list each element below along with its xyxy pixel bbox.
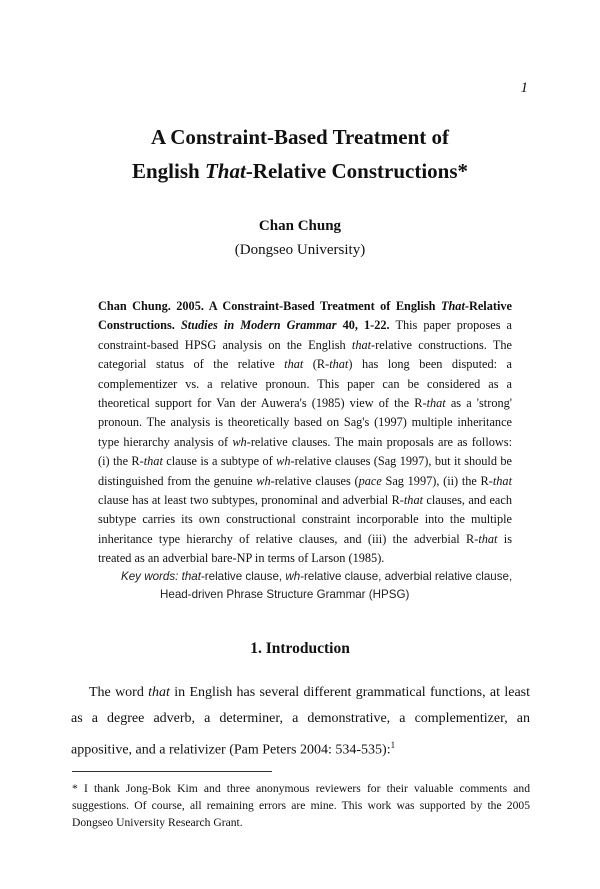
abstract-text: clause is a subtype of <box>162 454 277 469</box>
abstract-text: (R- <box>303 357 330 372</box>
author-name: Chan Chung <box>258 218 342 234</box>
abstract-text: This paper proposes a constraint-based HPSG analysis on the English <box>98 318 513 352</box>
title-italic: That <box>204 159 246 183</box>
abstract-text: is treated as an adverbial bare-NP in terms of Larson (1985). <box>98 531 513 566</box>
journal-volume: 40, 1-22. <box>336 318 390 333</box>
keywords-label: Key words: <box>121 570 179 583</box>
title-text: -Relative Constructions* <box>245 159 469 183</box>
abstract-italic: that <box>351 337 372 352</box>
footnote: * I thank Jong-Bok Kim and three anonymous reviewers for their valuable comments and suggestions. Of course, all remaining errors are mine. This work was supported by the 2005 Dongseo University Research Grant. <box>72 782 530 829</box>
intro-italic: that <box>148 685 170 700</box>
citation-text: -Relative Constructions. <box>98 299 512 333</box>
abstract-text: clauses, and each subtype carries its own constructional constraint incorporable into the multiple inheritance type hierarchy of relative clauses, and (iii) the adverbial R- <box>98 493 512 546</box>
citation-text: Chan Chung. 2005. A Constraint-Based Treatment of English <box>98 299 441 313</box>
intro-text: in English has several different grammatical functions, at least as a degree adverb, a determiner, a demonstrative, a complementizer, an appositive, and a relativizer (Pam Peters 2004: 534-535): <box>71 685 530 758</box>
abstract-italic: that <box>478 531 498 546</box>
keywords <box>121 568 521 604</box>
journal-name: Studies in Modern Grammar <box>180 318 337 333</box>
keyword-text: -relative clause, <box>200 570 286 583</box>
abstract-text: as a 'strong' pronoun. The analysis is theoretically based on Sag's (1997) multiple inheritance type hierarchy analysis of <box>98 396 512 449</box>
keyword-italic: that <box>181 570 201 583</box>
intro-text: The word <box>89 685 149 700</box>
title-line-1: A Constraint-Based Treatment of <box>150 125 450 149</box>
paper-title <box>0 120 600 188</box>
intro-paragraph <box>71 680 530 764</box>
section-heading: 1. Introduction <box>250 640 350 657</box>
abstract-text: Sag 1997), (ii) the R- <box>381 473 493 488</box>
abstract-italic: wh <box>276 454 291 469</box>
keyword-text: -relative clause, adverbial relative clause, <box>300 570 513 583</box>
abstract-italic: that <box>492 473 512 488</box>
abstract-italic: that <box>329 357 349 372</box>
footnote-divider <box>72 771 272 772</box>
abstract-text: -relative clauses ( <box>270 473 359 488</box>
page-number: 1 <box>520 80 528 96</box>
keywords-line-2: Head-driven Phrase Structure Grammar (HPSG) <box>160 588 410 601</box>
abstract-text: -relative clauses. The main proposals are as follows: (i) the R- <box>98 434 512 469</box>
title-text: English <box>131 159 205 183</box>
abstract <box>98 297 512 569</box>
footnote-reference[interactable]: 1 <box>390 740 396 750</box>
abstract-text: -relative clauses (Sag 1997), but it should be distinguished from the genuine <box>98 454 513 488</box>
author-affiliation: (Dongseo University) <box>234 242 366 258</box>
title-line-2 <box>0 154 600 188</box>
abstract-italic: that <box>426 396 446 411</box>
abstract-text: clause has at least two subtypes, pronominal and adverbial R- <box>98 493 404 508</box>
citation-italic: That <box>440 299 465 313</box>
abstract-italic: that <box>403 493 424 508</box>
abstract-text: -relative constructions. The categorial status of the relative <box>98 337 513 372</box>
abstract-text: ) has long been disputed: a complementizer vs. a relative pronoun. This paper can be considered as a theoretical support for Van der Auwera's (1985) view of the R- <box>98 357 512 411</box>
abstract-italic: pace <box>358 473 382 488</box>
abstract-italic: wh <box>256 473 271 488</box>
abstract-italic: that <box>284 357 304 372</box>
abstract-italic: wh <box>232 434 247 449</box>
keyword-italic: wh <box>285 570 301 583</box>
abstract-italic: that <box>143 454 163 469</box>
author-block <box>0 214 600 262</box>
